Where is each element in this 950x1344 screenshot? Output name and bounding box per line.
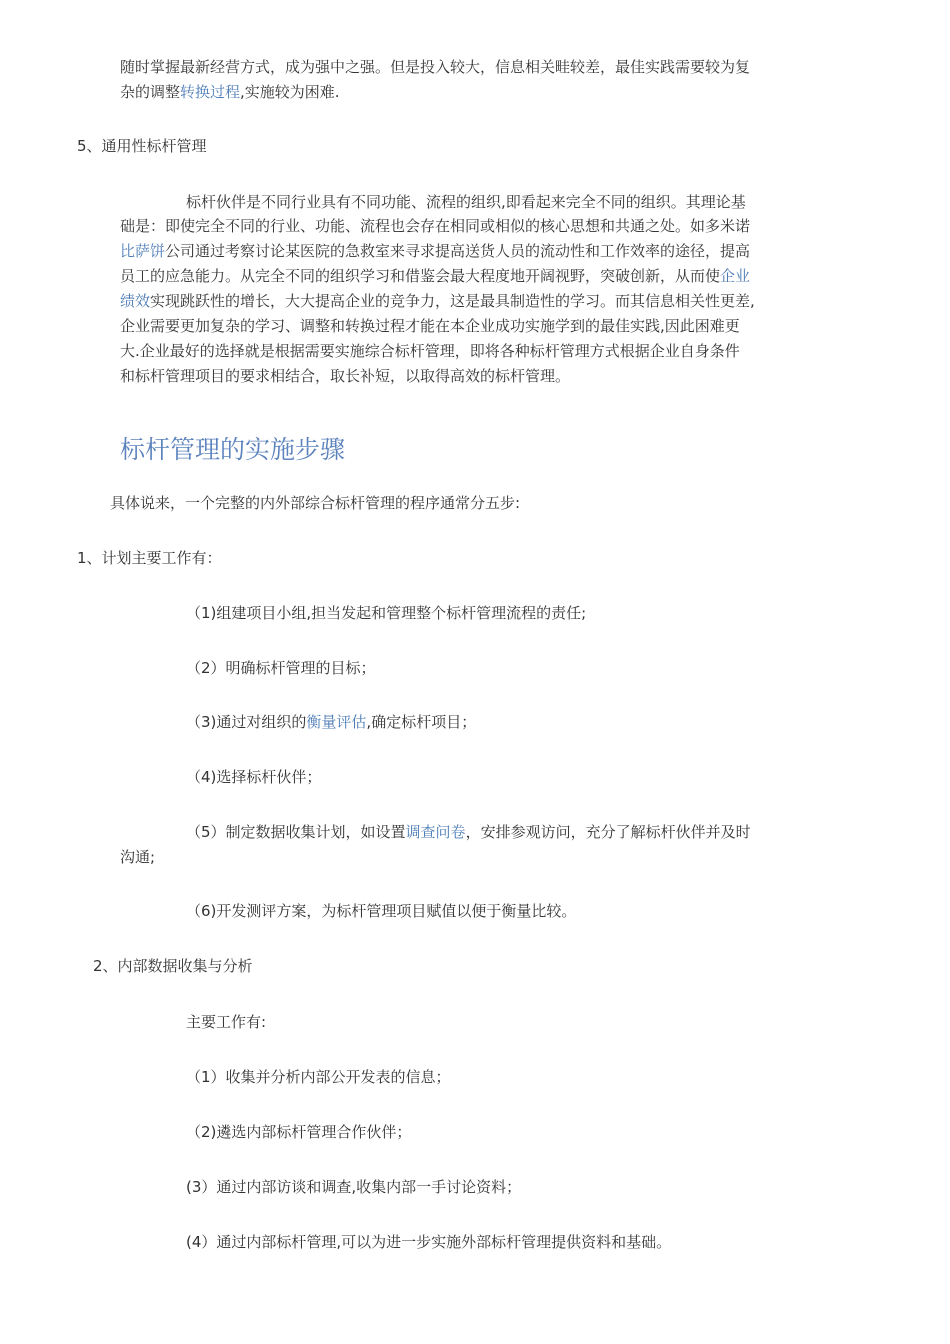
step-1-item: （3)通过对组织的衡量评估,确定标杆项目；: [186, 713, 477, 731]
section-5-line: 员工的应急能力。从完全不同的组织学习和借鉴会最大程度地开阔视野，突破创新，从而使企业: [120, 267, 751, 285]
section-heading: 标杆管理的实施步骤: [120, 435, 346, 464]
link-pizza[interactable]: 比萨饼: [120, 242, 166, 260]
step-1-title: 1、计划主要工作有：: [77, 549, 222, 567]
step-2-item: （1）收集并分析内部公开发表的信息；: [186, 1068, 451, 1086]
step-1-item: （2）明确标杆管理的目标；: [186, 659, 376, 677]
lead-text: 具体说来，一个完整的内外部综合标杆管理的程序通常分五步:: [110, 494, 521, 512]
section-5-line: 比萨饼公司通过考察讨论某医院的急救室来寻求提高送货人员的流动性和工作效率的途径，提高: [120, 242, 751, 260]
link-measurement-evaluation[interactable]: 衡量评估: [306, 713, 367, 731]
section-5-line: 绩效实现跳跃性的增长，大大提高企业的竞争力，这是最具制造性的学习。而其信息相关性更差,: [120, 292, 755, 310]
section-5-title: 5、通用性标杆管理: [77, 137, 207, 155]
section-5-line: 大.企业最好的选择就是根据需要实施综合标杆管理，即将各种标杆管理方式根据企业自身条件: [120, 342, 740, 360]
section-5-line: 和标杆管理项目的要求相结合，取长补短，以取得高效的标杆管理。: [120, 367, 571, 385]
link-enterprise-performance[interactable]: 绩效: [120, 292, 151, 310]
link-transition-process[interactable]: 转换过程: [180, 83, 241, 101]
link-questionnaire[interactable]: 调查问卷: [405, 823, 466, 841]
section-5-line: 标杆伙伴是不同行业具有不同功能、流程的组织,即看起来完全不同的组织。其理论基: [186, 193, 746, 211]
step-2-item: （2)遴选内部标杆管理合作伙伴；: [186, 1123, 412, 1141]
step-1-item-continuation: 沟通;: [120, 848, 156, 866]
step-1-item: （1)组建项目小组,担当发起和管理整个标杆管理流程的责任;: [186, 604, 587, 622]
step-2-title: 2、内部数据收集与分析: [93, 957, 253, 975]
intro-line-2: 杂的调整转换过程,实施较为困难.: [120, 83, 340, 101]
step-2-item: (3）通过内部访谈和调查,收集内部一手讨论资料；: [186, 1178, 522, 1196]
step-1-item: （4)选择标杆伙伴；: [186, 768, 322, 786]
step-2-subtitle: 主要工作有:: [186, 1013, 267, 1031]
section-5-line: 础是：即使完全不同的行业、功能、流程也会存在相同或相似的核心思想和共通之处。如多米诺: [120, 217, 751, 235]
step-1-item: （5）制定数据收集计划，如设置调查问卷，安排参观访问，充分了解标杆伙伴并及时: [186, 823, 751, 841]
link-enterprise-performance[interactable]: 企业: [720, 267, 751, 285]
step-2-item: (4）通过内部标杆管理,可以为进一步实施外部标杆管理提供资料和基础。: [186, 1233, 672, 1251]
section-5-line: 企业需要更加复杂的学习、调整和转换过程才能在本企业成功实施学到的最佳实践,因此困难更: [120, 317, 740, 335]
step-1-item: （6)开发测评方案，为标杆管理项目赋值以便于衡量比较。: [186, 902, 577, 920]
intro-line-1: 随时掌握最新经营方式，成为强中之强。但是投入较大，信息相关畦较差，最佳实践需要较为复: [120, 58, 751, 76]
